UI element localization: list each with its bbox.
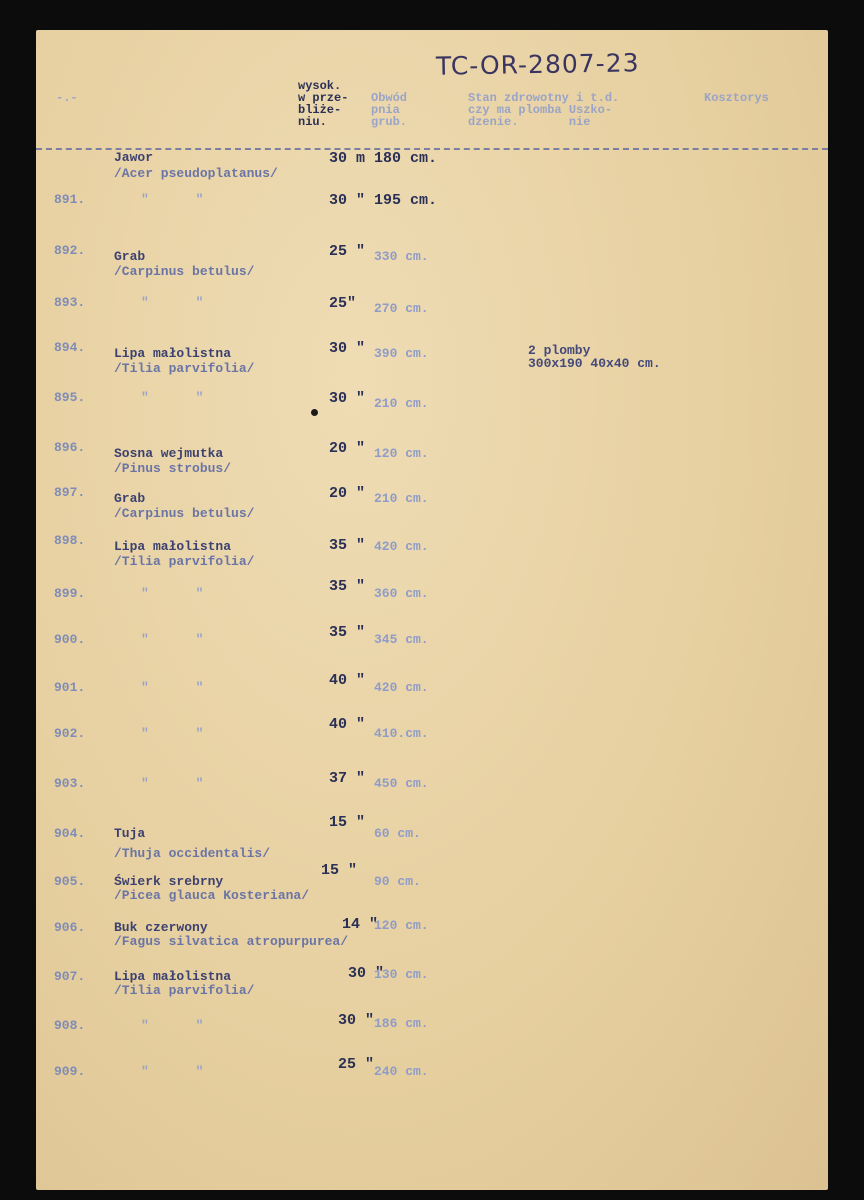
tree-height: 25 "	[329, 243, 366, 260]
tree-name: Buk czerwony	[114, 920, 208, 935]
tree-height: 20 "	[329, 440, 366, 457]
tree-girth: 420 cm.	[374, 680, 429, 695]
tree-girth: 60 cm.	[374, 826, 421, 841]
tree-girth: 186 cm.	[374, 1016, 429, 1031]
tree-height: 25 "	[338, 1056, 375, 1073]
ditto-mark: " "	[141, 390, 204, 405]
tree-height: 30 m	[329, 150, 366, 167]
tree-girth: 420 cm.	[374, 539, 429, 554]
row-number: 894.	[54, 340, 86, 355]
tree-latin: /Carpinus betulus/	[114, 264, 255, 279]
row-number: 898.	[54, 533, 86, 548]
tree-girth: 130 cm.	[374, 967, 429, 982]
tree-latin: /Picea glauca Kosteriana/	[114, 888, 310, 903]
header-girth: Obwód pnia grub.	[371, 91, 408, 129]
ditto-mark: " "	[141, 295, 204, 310]
list-item	[36, 243, 828, 283]
row-number: 900.	[54, 632, 86, 647]
tree-name: Sosna wejmutka	[114, 446, 224, 461]
row-number: 902.	[54, 726, 86, 741]
tree-height: 40 "	[329, 672, 366, 689]
ink-dot	[311, 409, 318, 416]
row-number: 905.	[54, 874, 86, 889]
tree-note: 2 plomby 300x190 40x40 cm.	[528, 343, 661, 371]
tree-name: Grab	[114, 491, 146, 506]
list-item	[36, 440, 828, 480]
list-item	[36, 770, 828, 810]
tree-name: Lipa małolistna	[114, 346, 232, 361]
list-item	[36, 965, 828, 1005]
row-number: 891.	[54, 192, 86, 207]
tree-height: 30 "	[329, 192, 366, 209]
tree-girth: 210 cm.	[374, 396, 429, 411]
tree-girth: 195 cm.	[374, 192, 438, 209]
tree-girth: 450 cm.	[374, 776, 429, 791]
tree-list	[36, 30, 828, 1190]
ditto-mark: " "	[141, 192, 204, 207]
tree-girth: 330 cm.	[374, 249, 429, 264]
header-costs: Kosztorys	[704, 91, 769, 105]
list-item	[36, 295, 828, 335]
tree-name: Tuja	[114, 826, 146, 841]
row-number: 909.	[54, 1064, 86, 1079]
list-item	[36, 340, 828, 380]
row-number: 906.	[54, 920, 86, 935]
ditto-mark: " "	[141, 586, 204, 601]
tree-height: 35 "	[329, 578, 366, 595]
list-item	[36, 1056, 828, 1096]
tree-girth: 345 cm.	[374, 632, 429, 647]
tree-name: Świerk srebrny	[114, 874, 224, 889]
ditto-mark: " "	[141, 632, 204, 647]
list-item	[36, 814, 828, 861]
row-number: 897.	[54, 485, 86, 500]
row-number: 893.	[54, 295, 86, 310]
tree-girth: 180 cm.	[374, 150, 438, 167]
tree-latin: /Acer pseudoplatanus/	[114, 166, 278, 181]
list-item	[36, 862, 828, 902]
tree-name: Lipa małolistna	[114, 539, 232, 554]
tree-height: 37 "	[329, 770, 366, 787]
tree-height: 35 "	[329, 624, 366, 641]
list-item	[36, 578, 828, 618]
header-note: Stan zdrowotny i t.d. czy ma plomba Uszko- dzenie. nie	[468, 91, 620, 129]
row-number: 895.	[54, 390, 86, 405]
list-item	[36, 672, 828, 712]
tree-latin: /Tilia parvifolia/	[114, 983, 255, 998]
row-number: 896.	[54, 440, 86, 455]
tree-height: 30 "	[338, 1012, 375, 1029]
list-item	[36, 485, 828, 525]
header-col1: -.-	[56, 91, 78, 105]
tree-height: 35 "	[329, 537, 366, 554]
document-page	[36, 30, 828, 1190]
tree-height: 30 "	[329, 340, 366, 357]
list-item	[36, 1012, 828, 1052]
row-number: 908.	[54, 1018, 86, 1033]
tree-girth: 210 cm.	[374, 491, 429, 506]
ditto-mark: " "	[141, 776, 204, 791]
tree-latin: /Tilia parvifolia/	[114, 554, 255, 569]
list-item	[36, 716, 828, 756]
tree-height: 30 "	[348, 965, 385, 982]
row-number: 904.	[54, 826, 86, 841]
list-item	[36, 916, 828, 956]
tree-girth: 120 cm.	[374, 446, 429, 461]
tree-height: 15 "	[329, 814, 366, 831]
tree-name: Lipa małolistna	[114, 969, 232, 984]
list-item	[36, 150, 828, 190]
tree-height: 14 "	[342, 916, 379, 933]
ditto-mark: " "	[141, 726, 204, 741]
tree-height: 30 "	[329, 390, 366, 407]
tree-girth: 120 cm.	[374, 918, 429, 933]
tree-latin: /Tilia parvifolia/	[114, 361, 255, 376]
tree-latin: /Pinus strobus/	[114, 461, 232, 476]
tree-girth: 390 cm.	[374, 346, 429, 361]
tree-latin: /Thuja occidentalis/	[114, 846, 271, 861]
tree-name: Grab	[114, 249, 146, 264]
list-item	[36, 390, 828, 430]
row-number: 899.	[54, 586, 86, 601]
ditto-mark: " "	[141, 680, 204, 695]
row-number: 901.	[54, 680, 86, 695]
reference-number: TC-OR-2807-23	[435, 48, 640, 81]
tree-latin: /Carpinus betulus/	[114, 506, 255, 521]
tree-girth: 240 cm.	[374, 1064, 429, 1079]
tree-height: 20 "	[329, 485, 366, 502]
tree-latin: /Fagus silvatica atropurpurea/	[114, 934, 349, 949]
tree-girth: 360 cm.	[374, 586, 429, 601]
tree-height: 15 "	[321, 862, 358, 879]
tree-girth: 410.cm.	[374, 726, 429, 741]
list-item	[36, 192, 828, 232]
row-number: 892.	[54, 243, 86, 258]
list-item	[36, 533, 828, 573]
tree-name: Jawor	[114, 150, 154, 165]
ditto-mark: " "	[141, 1018, 204, 1033]
ditto-mark: " "	[141, 1064, 204, 1079]
tree-girth: 270 cm.	[374, 301, 429, 316]
header-height: wysok. w prze- bliże- niu.	[298, 79, 349, 129]
tree-height: 25"	[329, 295, 357, 312]
list-item	[36, 624, 828, 664]
row-number: 907.	[54, 969, 86, 984]
row-number: 903.	[54, 776, 86, 791]
tree-girth: 90 cm.	[374, 874, 421, 889]
tree-height: 40 "	[329, 716, 366, 733]
